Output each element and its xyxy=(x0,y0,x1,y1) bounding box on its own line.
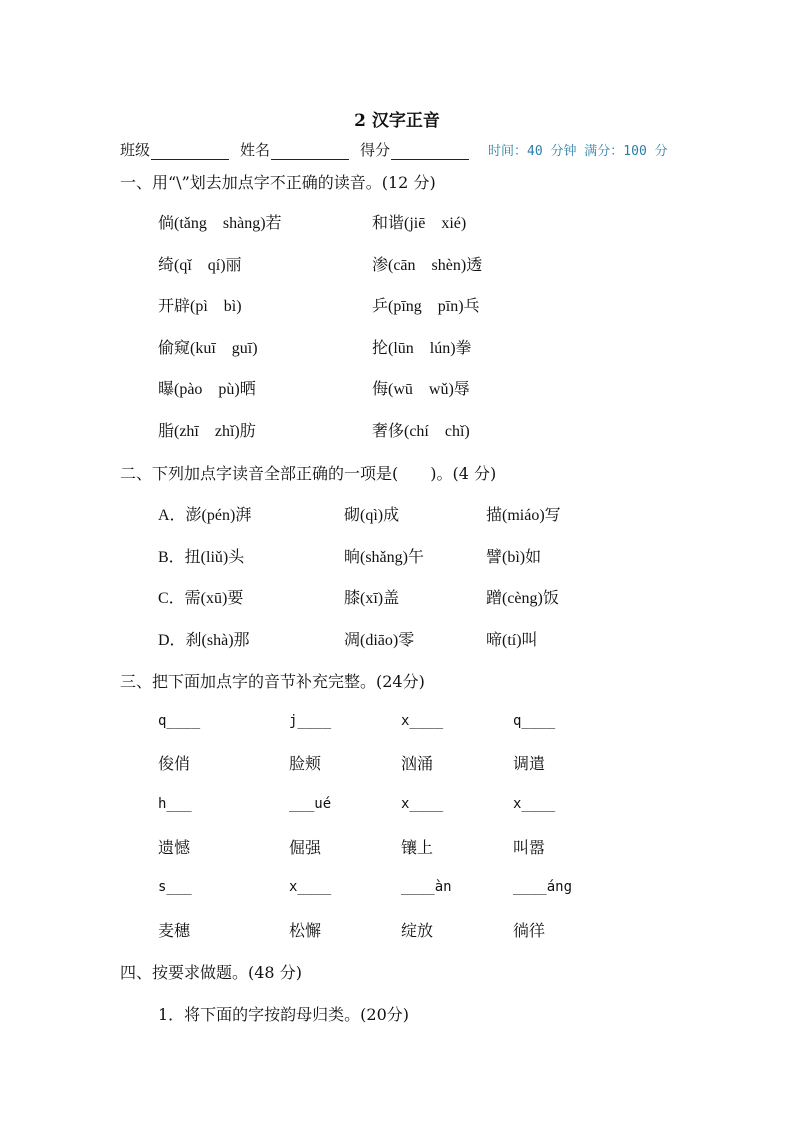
word: 镶上 xyxy=(401,838,434,857)
syllable-blank[interactable]: s___ xyxy=(158,879,192,895)
option-word: 晌(shǎng)午 xyxy=(344,548,424,566)
option-word: 譬(bì)如 xyxy=(486,548,542,566)
time-info: 时间：40 分钟 满分：100 分 xyxy=(488,144,668,159)
syllable-blank[interactable]: ____àn xyxy=(401,879,452,895)
pinyin-item[interactable]: 侮(wū wǔ)辱 xyxy=(372,381,470,399)
name-field xyxy=(240,139,349,160)
syllable-blank[interactable]: q____ xyxy=(158,713,201,729)
word: 俊俏 xyxy=(158,754,191,773)
option-label[interactable]: A．澎(pén)湃 xyxy=(158,507,252,524)
pinyin-item[interactable]: 开辟(pì bì) xyxy=(158,298,242,316)
score-field xyxy=(360,139,469,160)
pinyin-item[interactable]: 倘(tǎng shàng)若 xyxy=(158,215,282,232)
pinyin-item[interactable]: 绮(qǐ qí)丽 xyxy=(158,256,242,274)
pinyin-item[interactable]: 渗(cān shèn)透 xyxy=(372,256,483,274)
syllable-blank[interactable]: q____ xyxy=(513,713,556,729)
option-word: 砌(qì)成 xyxy=(344,507,400,524)
pinyin-item[interactable]: 曝(pào pù)晒 xyxy=(158,381,256,399)
word: 汹涌 xyxy=(401,754,434,773)
pinyin-item[interactable]: 奢侈(chí chǐ) xyxy=(372,423,470,440)
option-label[interactable]: C．需(xū)要 xyxy=(158,590,244,607)
option-word: 膝(xī)盖 xyxy=(344,590,400,607)
section-3-heading: 三、把下面加点字的音节补充完整。(24分) xyxy=(120,672,425,691)
word: 脸颊 xyxy=(289,754,322,773)
word: 遗憾 xyxy=(158,838,191,857)
section-4-heading: 四、按要求做题。(48 分) xyxy=(120,963,302,982)
word: 倔强 xyxy=(289,838,322,857)
pinyin-item[interactable]: 脂(zhī zhǐ)肪 xyxy=(158,423,256,440)
syllable-blank[interactable]: h___ xyxy=(158,796,192,812)
syllable-blank[interactable]: j____ xyxy=(289,713,332,729)
class-label: 班级 xyxy=(120,141,151,159)
syllable-blank[interactable]: x____ xyxy=(401,796,444,812)
class-blank[interactable] xyxy=(151,145,229,160)
option-word: 蹭(cèng)饭 xyxy=(486,590,559,607)
word: 松懈 xyxy=(289,921,322,940)
pinyin-item[interactable]: 和谐(jiē xié) xyxy=(372,215,467,232)
class-field xyxy=(120,139,229,160)
name-blank[interactable] xyxy=(271,145,349,160)
word: 绽放 xyxy=(401,921,434,940)
word: 麦穗 xyxy=(158,921,191,940)
option-label[interactable]: B．扭(liǔ)头 xyxy=(158,548,245,566)
syllable-blank[interactable]: x____ xyxy=(289,879,332,895)
score-blank[interactable] xyxy=(391,145,469,160)
option-label[interactable]: D．刹(shà)那 xyxy=(158,631,250,649)
pinyin-item[interactable]: 乒(pīng pīn)乓 xyxy=(372,298,480,316)
option-word: 凋(diāo)零 xyxy=(344,631,415,649)
option-word: 描(miáo)写 xyxy=(486,507,561,524)
word: 叫嚣 xyxy=(513,838,546,857)
section-2-heading: 二、下列加点字读音全部正确的一项是( )。(4 分) xyxy=(120,464,497,483)
pinyin-item[interactable]: 偷窥(kuī guī) xyxy=(158,339,258,357)
syllable-blank[interactable]: ___ué xyxy=(289,796,332,812)
syllable-blank[interactable]: x____ xyxy=(513,796,556,812)
option-word: 啼(tí)叫 xyxy=(486,631,538,649)
name-label: 姓名 xyxy=(240,141,271,159)
word: 徜徉 xyxy=(513,921,546,940)
word: 调遣 xyxy=(513,754,546,773)
section-4-sub: 1．将下面的字按韵母归类。(20分) xyxy=(158,1005,410,1024)
page-title: 2 汉字正音 xyxy=(354,111,440,131)
syllable-blank[interactable]: x____ xyxy=(401,713,444,729)
pinyin-item[interactable]: 抡(lūn lún)拳 xyxy=(372,339,472,357)
syllable-blank[interactable]: ____áng xyxy=(513,879,573,895)
score-label: 得分 xyxy=(360,141,391,159)
section-1-heading: 一、用“\”划去加点字不正确的读音。(12 分) xyxy=(120,173,436,192)
